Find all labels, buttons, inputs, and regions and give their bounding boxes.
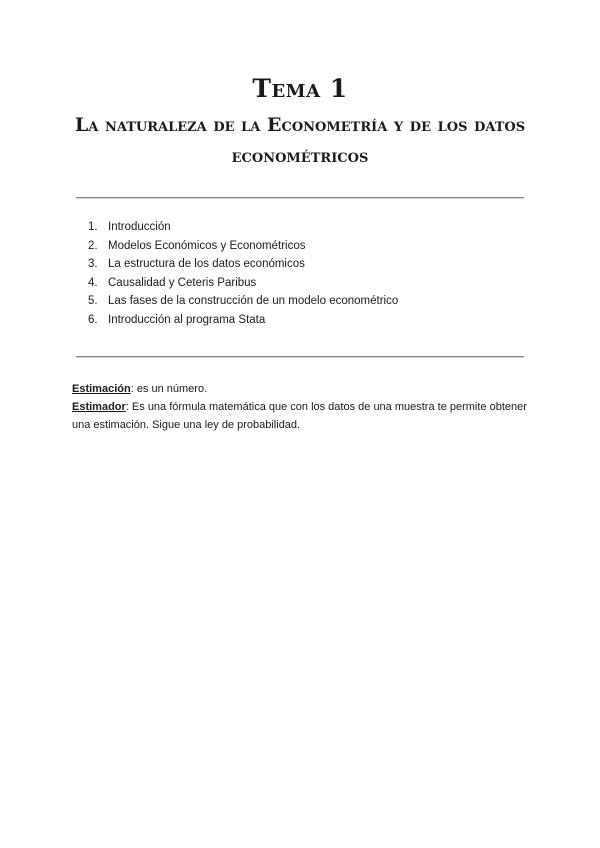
toc-item-number: 6. <box>88 313 98 326</box>
definition-separator: : <box>125 401 132 413</box>
toc-item <box>88 237 398 256</box>
toc-item <box>88 274 398 293</box>
table-of-contents <box>88 218 398 329</box>
document-subtitle: La naturaleza de la Econometría y de los datos econométricos <box>74 114 526 167</box>
toc-item <box>88 292 398 311</box>
definition-text: es un número. <box>136 383 208 395</box>
toc-item-label: Causalidad y Ceteris Paribus <box>108 276 257 289</box>
toc-item-number: 3. <box>88 258 98 270</box>
definition-estimador <box>72 398 542 434</box>
toc-item-number: 5. <box>88 295 98 307</box>
toc-item-label: Las fases de la construcción de un modelo econométrico <box>108 295 399 307</box>
definitions-section <box>72 380 542 434</box>
toc-item <box>88 255 398 274</box>
toc-item-number: 4. <box>88 276 98 289</box>
definition-estimacion <box>72 380 542 398</box>
bottom-divider <box>76 356 524 358</box>
definition-term: Estimador <box>72 401 126 413</box>
top-divider <box>76 197 524 199</box>
definition-term: Estimación <box>72 383 131 395</box>
toc-item-number: 2. <box>88 239 98 252</box>
toc-item-label: Introducción <box>108 221 171 233</box>
toc-item-label: La estructura de los datos económicos <box>108 258 305 270</box>
definition-text: Es una fórmula matemática que con los datos de una muestra te permite obtener una estimación. Sigue una ley de probabilidad. <box>72 401 527 431</box>
toc-item-label: Introducción al programa Stata <box>108 313 266 326</box>
toc-item-label: Modelos Económicos y Econométricos <box>108 239 306 252</box>
document-title: Tema 1 <box>252 74 348 103</box>
toc-item <box>88 311 398 330</box>
toc-item-number: 1. <box>88 221 98 233</box>
definition-separator: : <box>130 383 137 395</box>
toc-item <box>88 218 398 237</box>
